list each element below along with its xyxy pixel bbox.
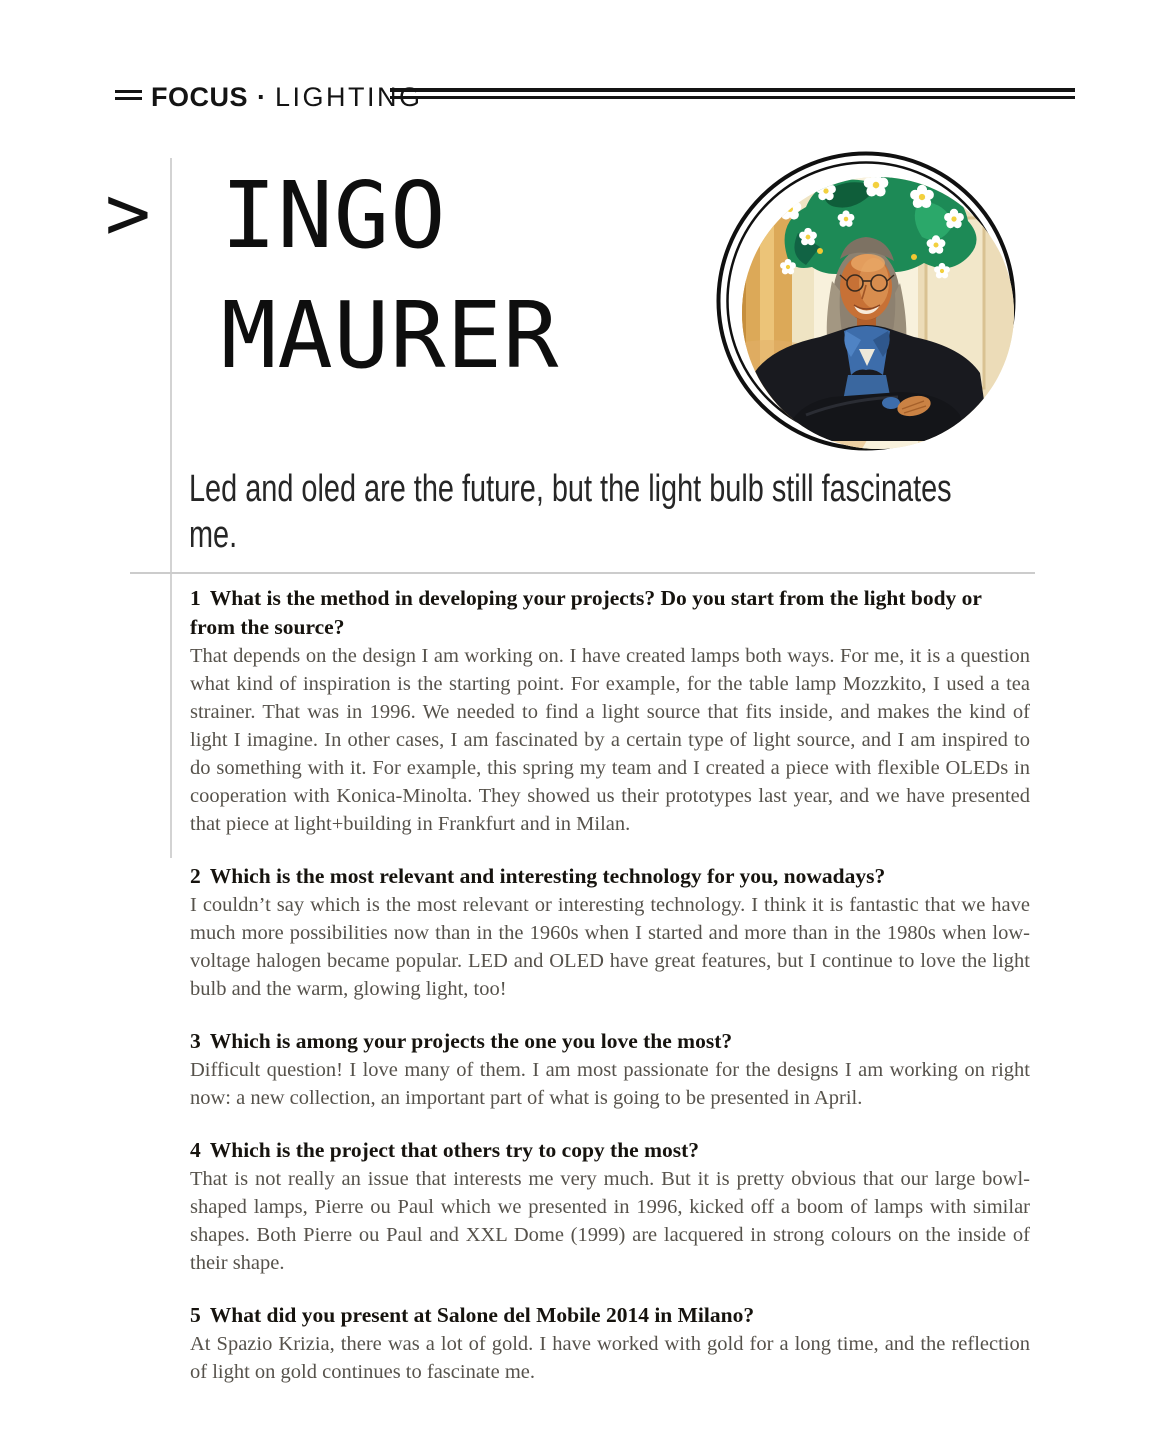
- question-text: What is the method in developing your projects? Do you start from the light body or from the source?: [190, 586, 982, 639]
- question-heading: [190, 862, 1030, 891]
- question-text: Which is the project that others try to copy the most?: [209, 1138, 700, 1162]
- answer-text: I couldn’t say which is the most relevant or interesting technology. I think it is fantastic that we have much more possibilities now than in the 1960s when I started and more than in the 1980s when low-voltage halogen became popular. LED and OLED have great features, but I continue to love the light bulb and the warm, glowing light, too!: [190, 894, 1030, 1000]
- kicker-topic: LIGHTING: [275, 82, 423, 112]
- qa-item: [190, 584, 1030, 838]
- portrait-photo: [716, 151, 1016, 451]
- quote-subtitle: Led and oled are the future, but the light bulb still fascinates me.: [189, 468, 952, 556]
- qa-item: [190, 862, 1030, 1003]
- answer-text: That depends on the design I am working on. I have created lamps both ways. For me, it is a question what kind of inspiration is the starting point. For example, for the table lamp Mozzkito, I used a tea strainer. That was in 1996. We needed to find a light source that fits inside, and makes the kind of light I imagine. In other cases, I am fascinated by a certain type of light source, and I am inspired to do something with it. For example, this spring my team and I created a piece with flexible OLEDs in cooperation with Konica-Minolta. They showed us their prototypes last year, and we have presented that piece at light+building in Frankfurt and in Milan.: [190, 645, 1030, 835]
- answer-text: At Spazio Krizia, there was a lot of gold. I have worked with gold for a long time, and the reflection of light on gold continues to fascinate me.: [190, 1333, 1030, 1383]
- vertical-rule: [170, 158, 172, 858]
- kicker-section: FOCUS: [151, 82, 248, 112]
- qa-item: [190, 1027, 1030, 1112]
- question-heading: [190, 584, 1030, 642]
- answer-text: That is not really an issue that interests me very much. But it is pretty obvious that our large bowl-shaped lamps, Pierre ou Paul which we presented in 1996, kicked off a boom of lamps with similar shapes. Both Pierre ou Paul and XXL Dome (1999) are lacquered in strong colours on the inside of their shape.: [190, 1168, 1030, 1274]
- question-number: 1: [190, 586, 201, 610]
- header-left-rule-icon: [115, 90, 142, 100]
- interview-body: [190, 584, 1030, 1410]
- page-title: [221, 156, 559, 396]
- answer-text: Difficult question! I love many of them. I am most passionate for the designs I am working on right now: a new collection, an important part of what is going to be presented in April.: [190, 1059, 1030, 1109]
- question-number: 4: [190, 1138, 201, 1162]
- portrait-photo-svg: [716, 151, 1016, 451]
- question-heading: [190, 1136, 1030, 1165]
- question-text: What did you present at Salone del Mobile 2014 in Milano?: [209, 1303, 755, 1327]
- question-number: 3: [190, 1029, 201, 1053]
- chevron-right-icon: >: [105, 168, 151, 257]
- page-title-line2: MAURER: [221, 282, 560, 389]
- header-right-rule-icon: [390, 88, 1075, 99]
- qa-item: [190, 1136, 1030, 1277]
- question-text: Which is the most relevant and interesting technology for you, nowadays?: [209, 864, 886, 888]
- question-text: Which is among your projects the one you love the most?: [209, 1029, 733, 1053]
- page-title-line1: INGO: [221, 162, 447, 269]
- question-heading: [190, 1301, 1030, 1330]
- section-kicker: [151, 82, 423, 113]
- question-number: 5: [190, 1303, 201, 1327]
- kicker-separator: ·: [257, 82, 266, 112]
- question-heading: [190, 1027, 1030, 1056]
- qa-item: [190, 1301, 1030, 1386]
- section-divider: [130, 572, 1035, 574]
- question-number: 2: [190, 864, 201, 888]
